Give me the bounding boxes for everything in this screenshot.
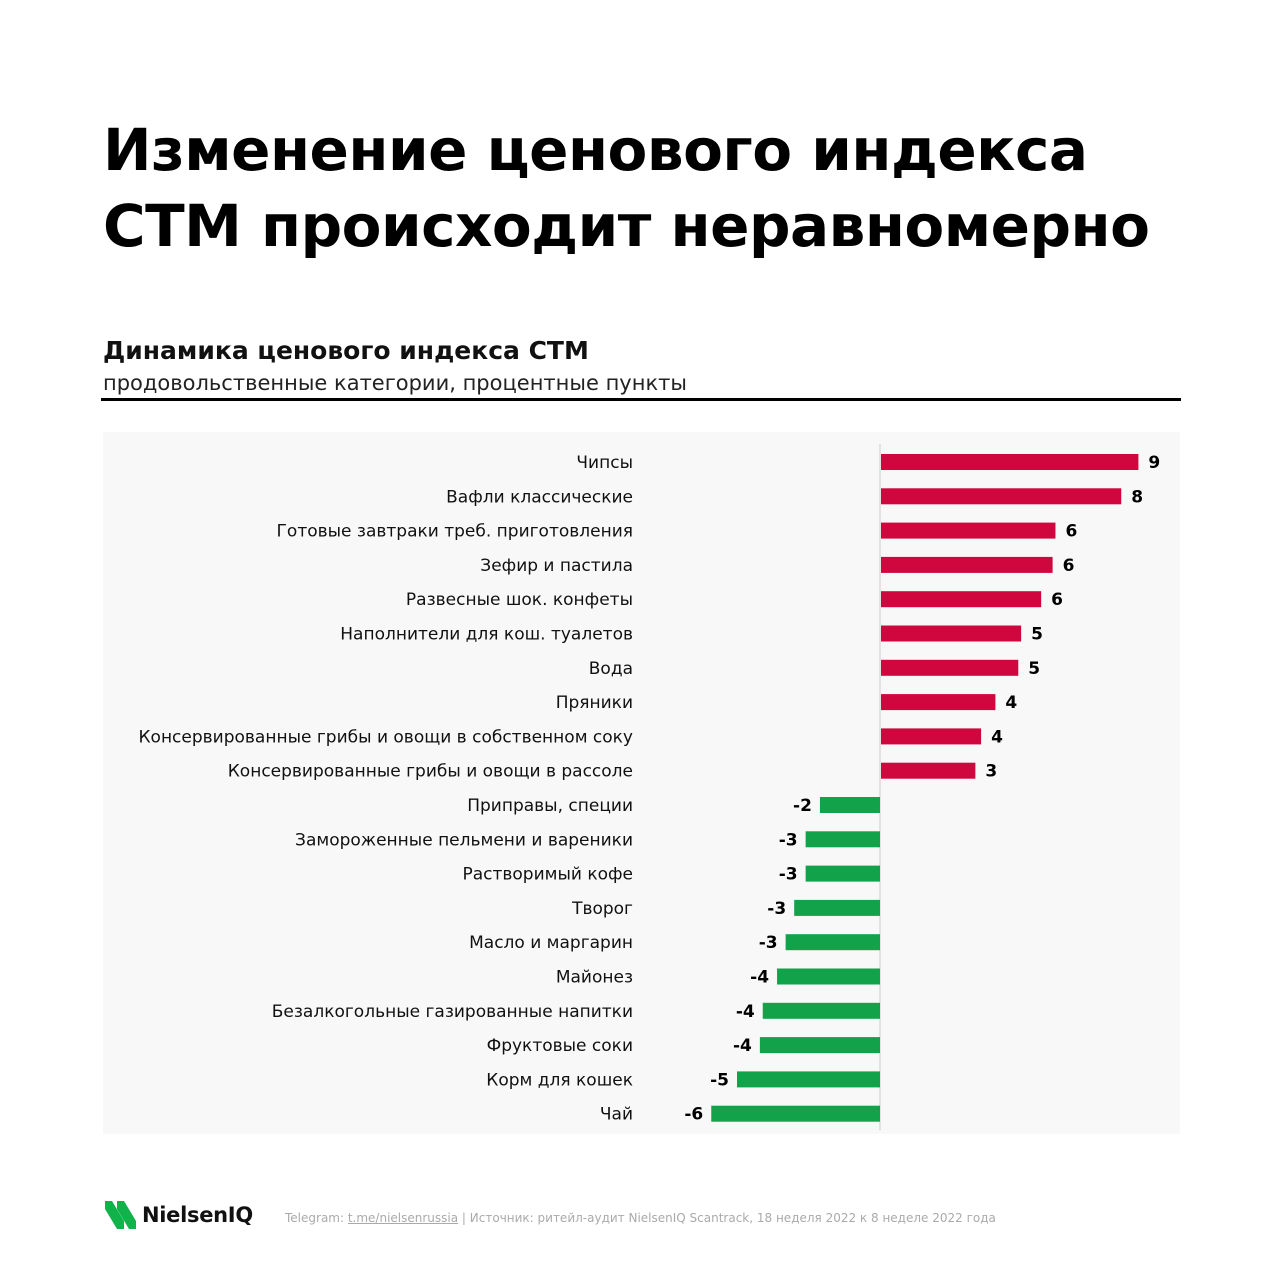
value-label: 8 [1131, 487, 1144, 508]
value-label: -4 [735, 1001, 755, 1022]
category-label: Замороженные пельмени и вареники [295, 830, 633, 851]
bar [881, 591, 1041, 607]
category-label: Творог [572, 898, 633, 919]
bar [881, 454, 1138, 470]
chart-subtitle: продовольственные категории, процентные пункты [103, 371, 687, 395]
bar [760, 1037, 880, 1053]
value-label: -3 [778, 830, 798, 851]
category-label: Развесные шок. конфеты [405, 590, 633, 611]
category-label: Наполнители для кош. туалетов [340, 624, 633, 645]
category-label: Готовые завтраки треб. приготовления [276, 521, 633, 542]
category-label: Майонез [555, 967, 633, 988]
category-label: Зефир и пастила [480, 555, 633, 576]
category-label: Фруктовые соки [486, 1036, 633, 1057]
source-note [285, 1211, 996, 1225]
telegram-link[interactable]: t.me/nielsenrussia [347, 1211, 459, 1225]
bar [794, 900, 880, 916]
nielseniq-logo-icon [104, 1199, 138, 1231]
category-label: Пряники [555, 693, 633, 714]
value-label: 4 [1005, 693, 1018, 714]
bar [806, 866, 880, 882]
value-label: 6 [1065, 521, 1078, 542]
bar [881, 626, 1021, 642]
bar [881, 523, 1055, 539]
category-label: Растворимый кофе [462, 864, 633, 885]
bar [711, 1106, 880, 1122]
category-label: Консервированные грибы и овощи в рассоле [227, 761, 633, 782]
chart-title: Динамика ценового индекса СТМ [103, 336, 589, 365]
telegram-prefix: Telegram: [285, 1211, 348, 1225]
bar [737, 1071, 880, 1087]
value-label: -3 [778, 864, 798, 885]
value-label: 6 [1051, 590, 1064, 611]
value-label: 3 [985, 761, 998, 782]
value-label: -4 [750, 967, 770, 988]
value-label: -3 [767, 898, 787, 919]
value-label: -5 [710, 1070, 729, 1091]
value-label: -2 [793, 796, 812, 816]
bar [806, 831, 880, 847]
bar [777, 969, 880, 985]
category-label: Масло и маргарин [469, 933, 633, 954]
headline-line-2: СТМ происходит неравномерно [103, 192, 1150, 260]
category-label: Консервированные грибы и овощи в собственном соку [138, 727, 633, 748]
bar [881, 660, 1018, 676]
category-label: Чай [599, 1104, 633, 1125]
value-label: 6 [1062, 555, 1075, 576]
bar [820, 797, 880, 813]
source-text: | Источник: ритейл-аудит NielsenIQ Scantrack, 18 неделя 2022 к 8 неделе 2022 года [458, 1211, 996, 1225]
bar [881, 763, 975, 779]
bar [881, 488, 1121, 504]
category-label: Безалкогольные газированные напитки [271, 1001, 633, 1022]
bar [881, 728, 981, 744]
footer [0, 1195, 1280, 1245]
value-label: 9 [1148, 453, 1161, 473]
nielseniq-logo [104, 1195, 253, 1235]
category-label: Вода [588, 658, 633, 679]
headline-line-1: Изменение ценового индекса [103, 116, 1088, 184]
category-label: Приправы, специи [467, 796, 633, 816]
category-label: Корм для кошек [486, 1070, 633, 1091]
value-label: 5 [1028, 658, 1041, 679]
bar [786, 934, 880, 950]
bar [763, 1003, 880, 1019]
logo-text: NielsenIQ [142, 1203, 253, 1227]
value-label: 4 [991, 727, 1003, 748]
value-label: -3 [758, 933, 778, 954]
value-label: -6 [684, 1104, 704, 1125]
category-label: Чипсы [576, 453, 633, 473]
value-label: 5 [1031, 624, 1043, 645]
category-label: Вафли классические [446, 487, 633, 508]
bar [881, 557, 1053, 573]
bar [881, 694, 995, 710]
value-label: -4 [732, 1036, 752, 1057]
